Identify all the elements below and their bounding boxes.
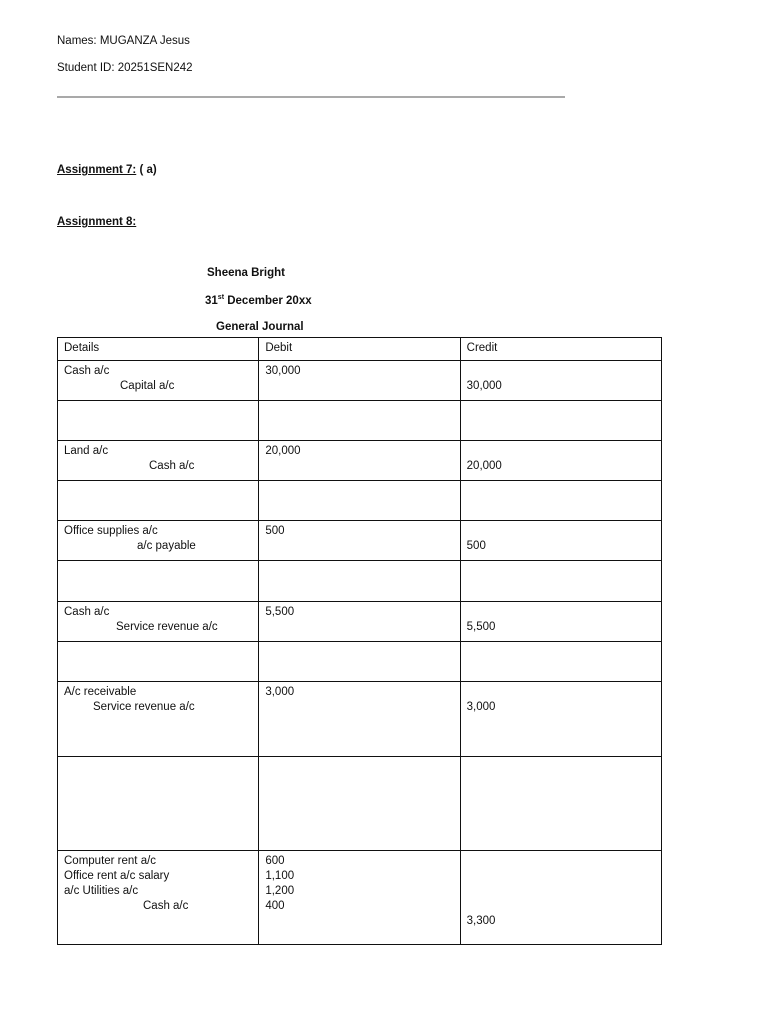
table-row (58, 682, 662, 757)
table-row (58, 602, 662, 642)
journal-title: General Journal (216, 321, 304, 333)
debit-amount: 1,100 (265, 870, 295, 882)
table-row (58, 521, 662, 561)
credit-cell (460, 521, 661, 561)
credit-account: Service revenue a/c (93, 701, 195, 713)
date-month-year: December 20xx (224, 295, 312, 307)
debit-account: Cash a/c (64, 606, 110, 618)
credit-amount: 5,500 (466, 621, 496, 633)
assignment-7-heading (57, 164, 157, 176)
details-cell (58, 441, 259, 481)
date-day: 31 (205, 295, 218, 307)
table-row (58, 361, 662, 401)
debit-account: A/c receivable (64, 686, 137, 698)
debit-amount: 1,200 (265, 885, 295, 897)
debit-cell: 20,000 (259, 441, 460, 481)
debit-cell: 500 (259, 521, 460, 561)
credit-amount: 30,000 (466, 380, 502, 392)
table-row-empty (58, 561, 662, 602)
credit-cell (460, 361, 661, 401)
credit-account: a/c payable (137, 540, 196, 552)
assignment-7-part: ( a) (136, 164, 157, 176)
debit-amount: 600 (265, 855, 285, 867)
table-row-empty (58, 401, 662, 441)
table-row-empty (58, 757, 662, 851)
details-cell (58, 851, 259, 945)
column-header-debit: Debit (259, 338, 460, 361)
details-cell (58, 521, 259, 561)
table-header-row (58, 338, 662, 361)
assignment-7-label: Assignment 7: (57, 164, 137, 176)
company-name: Sheena Bright (207, 267, 285, 279)
credit-account: Cash a/c (149, 460, 195, 472)
header-divider (57, 96, 565, 98)
credit-account: Capital a/c (120, 380, 175, 392)
debit-amount: 400 (265, 900, 285, 912)
credit-cell (460, 682, 661, 757)
column-header-details: Details (58, 338, 259, 361)
credit-account: Service revenue a/c (116, 621, 218, 633)
credit-cell (460, 851, 661, 945)
journal-date (205, 295, 312, 307)
debit-cell: 30,000 (259, 361, 460, 401)
credit-cell (460, 441, 661, 481)
debit-account: Office rent a/c salary (64, 870, 170, 882)
credit-amount: 3,000 (466, 701, 496, 713)
date-suffix: st (217, 294, 225, 302)
debit-cell: 5,500 (259, 602, 460, 642)
table-row-empty (58, 642, 662, 682)
table-row (58, 441, 662, 481)
details-cell (58, 602, 259, 642)
credit-cell (460, 602, 661, 642)
general-journal-table (57, 337, 662, 945)
assignment-8-heading: Assignment 8: (57, 216, 137, 228)
column-header-credit: Credit (460, 338, 661, 361)
credit-amount: 20,000 (466, 460, 502, 472)
details-cell (58, 682, 259, 757)
debit-account: Land a/c (64, 445, 109, 457)
debit-account: Cash a/c (64, 365, 110, 377)
debit-account: a/c Utilities a/c (64, 885, 139, 897)
debit-account: Computer rent a/c (64, 855, 157, 867)
table-row (58, 851, 662, 945)
debit-cell: 3,000 (259, 682, 460, 757)
details-cell (58, 361, 259, 401)
student-id: Student ID: 20251SEN242 (57, 62, 193, 74)
student-names: Names: MUGANZA Jesus (57, 35, 190, 47)
credit-amount: 3,300 (466, 915, 496, 927)
debit-cell (259, 851, 460, 945)
table-row-empty (58, 481, 662, 521)
credit-amount: 500 (466, 540, 486, 552)
credit-account: Cash a/c (143, 900, 189, 912)
debit-account: Office supplies a/c (64, 525, 158, 537)
